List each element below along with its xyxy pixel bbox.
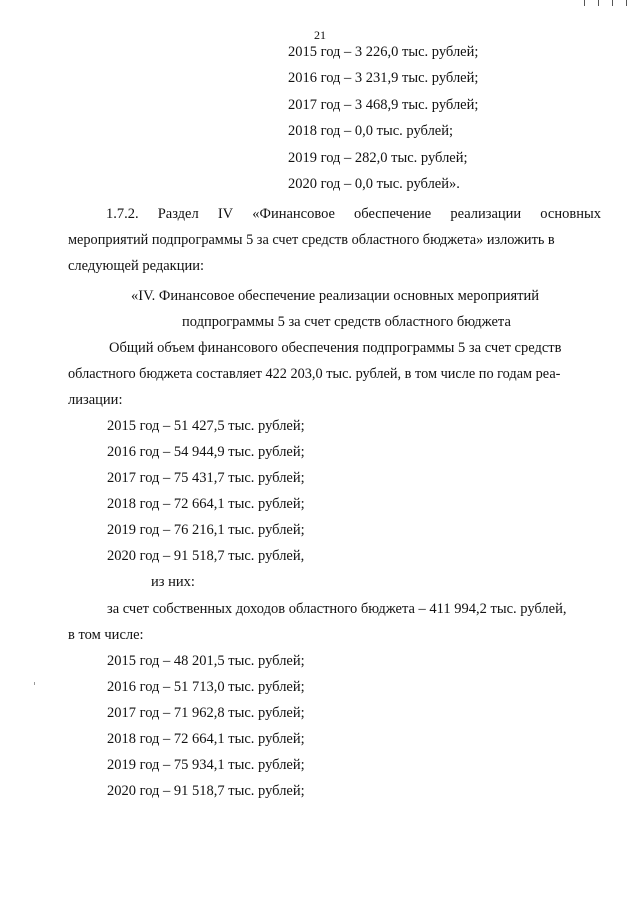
word: «Финансовое <box>252 206 335 222</box>
paragraph-line: Общий объем финансового обеспечения подпрограммы 5 за счет средств <box>109 340 562 356</box>
list-item: 2017 год – 3 468,9 тыс. рублей; <box>288 97 479 113</box>
list-item: 2015 год – 48 201,5 тыс. рублей; <box>107 653 305 669</box>
list-item: 2018 год – 72 664,1 тыс. рублей; <box>107 731 305 747</box>
list-item: 2016 год – 54 944,9 тыс. рублей; <box>107 444 305 460</box>
word: IV <box>217 206 234 222</box>
list-item: 2020 год – 0,0 тыс. рублей». <box>288 176 460 192</box>
word: реализации <box>450 206 522 222</box>
section-line: мероприятий подпрограммы 5 за счет средств областного бюджета» изложить в <box>68 232 555 248</box>
word: 1.7.2. <box>106 206 139 222</box>
section-heading: подпрограммы 5 за счет средств областного бюджета <box>182 314 511 330</box>
scan-speck <box>34 682 35 685</box>
section-line: следующей редакции: <box>68 258 205 274</box>
paragraph-line: областного бюджета составляет 422 203,0 тыс. рублей, в том числе по годам реа- <box>68 366 561 382</box>
paragraph-line: за счет собственных доходов областного бюджета – 411 994,2 тыс. рублей, <box>107 601 567 617</box>
list-item: 2020 год – 91 518,7 тыс. рублей; <box>107 783 305 799</box>
section-line <box>106 206 601 223</box>
list-item: 2017 год – 71 962,8 тыс. рублей; <box>107 705 305 721</box>
paragraph-line: лизации: <box>68 392 123 408</box>
list-item: 2020 год – 91 518,7 тыс. рублей, <box>107 548 305 564</box>
scan-mark <box>584 0 628 6</box>
of-them-label: из них: <box>151 574 195 590</box>
list-item: 2019 год – 282,0 тыс. рублей; <box>288 150 468 166</box>
list-item: 2019 год – 76 216,1 тыс. рублей; <box>107 522 305 538</box>
list-item: 2015 год – 51 427,5 тыс. рублей; <box>107 418 305 434</box>
page-number: 21 <box>314 28 326 42</box>
word: обеспечение <box>354 206 432 222</box>
list-item: 2016 год – 51 713,0 тыс. рублей; <box>107 679 305 695</box>
list-item: 2019 год – 75 934,1 тыс. рублей; <box>107 757 305 773</box>
list-item: 2017 год – 75 431,7 тыс. рублей; <box>107 470 305 486</box>
word: основных <box>540 206 601 222</box>
list-item: 2016 год – 3 231,9 тыс. рублей; <box>288 70 479 86</box>
list-item: 2018 год – 0,0 тыс. рублей; <box>288 123 454 139</box>
paragraph-line: в том числе: <box>68 627 144 643</box>
word: Раздел <box>157 206 199 222</box>
section-heading: «IV. Финансовое обеспечение реализации основных мероприятий <box>131 288 540 304</box>
list-item: 2018 год – 72 664,1 тыс. рублей; <box>107 496 305 512</box>
list-item: 2015 год – 3 226,0 тыс. рублей; <box>288 44 479 60</box>
